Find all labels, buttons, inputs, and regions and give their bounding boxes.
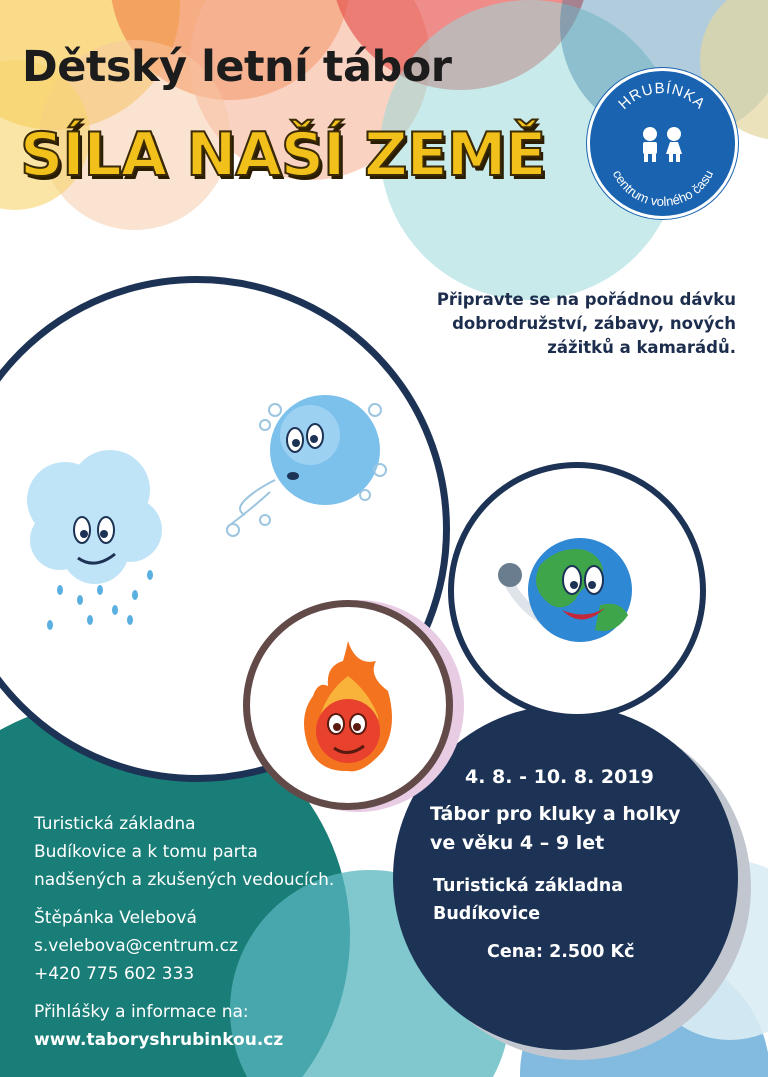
logo-graphic: [590, 71, 735, 216]
venue-line: Turistická základna: [34, 814, 196, 834]
logo-tagline: centrum volného času: [609, 167, 717, 210]
location-line: Budíkovice: [433, 904, 541, 924]
intro-line: Připravte se na pořádnou dávku: [436, 290, 736, 309]
fire-character: [298, 636, 398, 776]
location-line: Turistická základna: [433, 876, 624, 896]
wind-character: [215, 380, 390, 550]
audience-line: ve věku 4 – 9 let: [430, 832, 605, 854]
contact-name: Štěpánka Velebová: [34, 908, 197, 928]
audience-line: Tábor pro kluky a holky: [430, 803, 681, 825]
intro-line: dobrodružství, zábavy, nových: [452, 314, 736, 333]
earth-character: [490, 530, 650, 650]
venue-line: Budíkovice a k tomu parta: [34, 842, 258, 862]
venue-line: nadšených a zkušených vedoucích.: [34, 870, 335, 890]
contact-phone[interactable]: +420 775 602 333: [34, 964, 195, 984]
poster-title: Dětský letní tábor: [22, 42, 452, 92]
price: Cena: 2.500 Kč: [487, 942, 635, 962]
hrubinka-logo: [587, 68, 738, 219]
registration-info: [34, 998, 283, 1054]
audience-info: [430, 800, 680, 858]
venue-info: [34, 810, 334, 988]
dates: 4. 8. - 10. 8. 2019: [465, 766, 654, 788]
intro-text: [400, 288, 736, 360]
kids-icon: [643, 127, 682, 162]
poster-subtitle: SÍLA NAŠÍ ZEMĚ: [20, 120, 546, 190]
intro-line: zážitků a kamarádů.: [547, 338, 736, 357]
registration-link[interactable]: www.taboryshrubinkou.cz: [34, 1030, 284, 1050]
cloud-character: [20, 440, 170, 640]
registration-label: Přihlášky a informace na:: [34, 1002, 249, 1022]
location-info: [433, 872, 623, 928]
contact-email[interactable]: s.velebova@centrum.cz: [34, 936, 238, 956]
logo-name: HRUBÍNKA: [615, 79, 709, 113]
